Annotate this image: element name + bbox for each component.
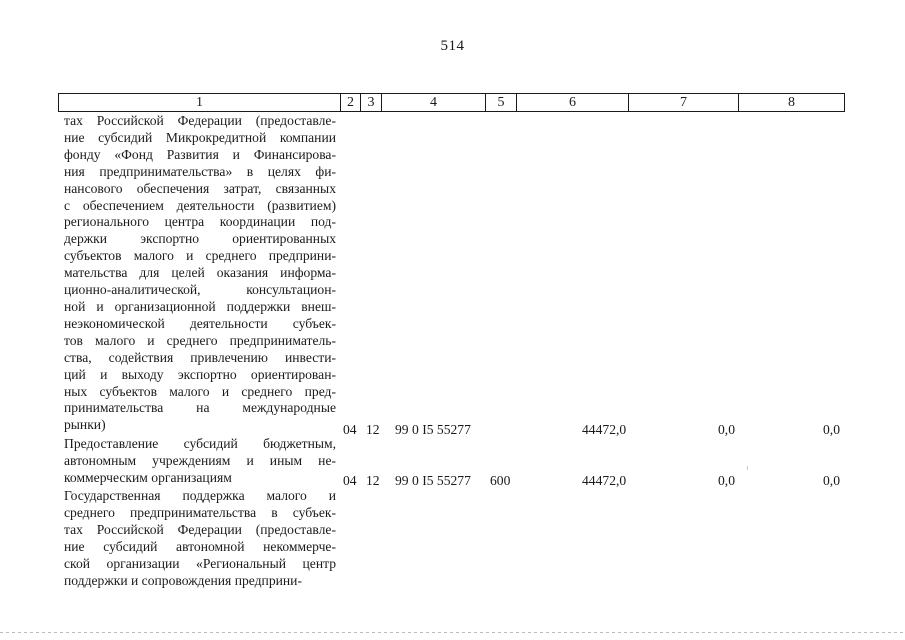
description-line: нансового обеспечения затрат, связанных <box>64 180 336 196</box>
description-line: Государственная поддержка малого и <box>64 488 336 503</box>
table-cell-target-article: 99 0 I5 55277 <box>395 473 471 488</box>
table-cell-amount: 44472,0 <box>582 422 627 437</box>
description-line: ной и организационной поддержки внеш- <box>64 298 336 314</box>
header-col-4: 4 <box>382 94 486 111</box>
description-line: коммерческим организациям <box>64 469 232 485</box>
table-header <box>58 93 845 112</box>
description-line: мательства для целей оказания информа- <box>64 265 336 281</box>
description-line: тах Российской Федерации (предоставле- <box>64 521 336 537</box>
header-col-1: 1 <box>59 94 341 111</box>
table-cell-col8: 0,0 <box>823 473 840 488</box>
table-cell-expense-type: 600 <box>490 473 511 488</box>
description-line: субъектов малого и среднего предприни- <box>64 248 336 264</box>
description-line: ния предпринимательства» в целях фи- <box>64 163 336 179</box>
table-row-description <box>64 436 336 487</box>
description-line: фонду «Фонд Развития и Финансирова- <box>64 146 336 162</box>
table-cell-col7: 0,0 <box>718 422 735 437</box>
description-line: ства, содействия привлечению инвести- <box>64 349 336 365</box>
description-line: рынки) <box>64 417 106 433</box>
table-row-description <box>64 488 336 589</box>
scan-edge-line <box>0 632 905 633</box>
description-line: поддержки и сопровождения предприни- <box>64 572 302 588</box>
scan-mark <box>747 466 748 470</box>
table-cell-section: 04 <box>343 473 357 488</box>
description-line: ционно-аналитической, консультацион- <box>64 282 336 298</box>
description-line: Предоставление субсидий бюджетным, <box>64 436 336 451</box>
header-col-5: 5 <box>486 94 517 111</box>
table-cell-col8: 0,0 <box>823 422 840 437</box>
description-line: тах Российской Федерации (предоставле- <box>64 113 336 128</box>
table-cell-amount: 44472,0 <box>582 473 627 488</box>
header-col-8: 8 <box>788 95 795 110</box>
description-line: ных субъектов малого и среднего пред- <box>64 383 336 399</box>
table-cell-col7: 0,0 <box>718 473 735 488</box>
description-line: тов малого и среднего предприниматель- <box>64 332 336 348</box>
header-col-3: 3 <box>361 94 382 111</box>
description-line: ние субсидий Микрокредитной компании <box>64 129 336 145</box>
table-cell-subsection: 12 <box>366 473 380 488</box>
description-line: среднего предпринимательства в субъек- <box>64 504 336 520</box>
page-number: 514 <box>440 38 465 54</box>
table-row-description <box>64 113 336 434</box>
header-col-7: 7 <box>629 94 739 111</box>
header-col-6: 6 <box>517 94 629 111</box>
table-cell-target-article: 99 0 I5 55277 <box>395 422 471 437</box>
description-line: регионального центра координации под- <box>64 214 336 230</box>
table-cell-subsection: 12 <box>366 422 380 437</box>
description-line: ние субсидий автономной некоммерче- <box>64 538 336 554</box>
description-line: автономным учреждениям и иным не- <box>64 452 336 468</box>
header-col-2: 2 <box>341 94 361 111</box>
description-line: держки экспортно ориентированных <box>64 231 336 247</box>
table-cell-section: 04 <box>343 422 357 437</box>
description-line: неэкономической деятельности субъек- <box>64 315 336 331</box>
description-line: ций и выходу экспортно ориентирован- <box>64 366 336 382</box>
description-line: с обеспечением деятельности (развитием) <box>64 197 336 213</box>
description-line: принимательства на международные <box>64 400 336 416</box>
description-line: ской организации «Региональный центр <box>64 555 336 571</box>
